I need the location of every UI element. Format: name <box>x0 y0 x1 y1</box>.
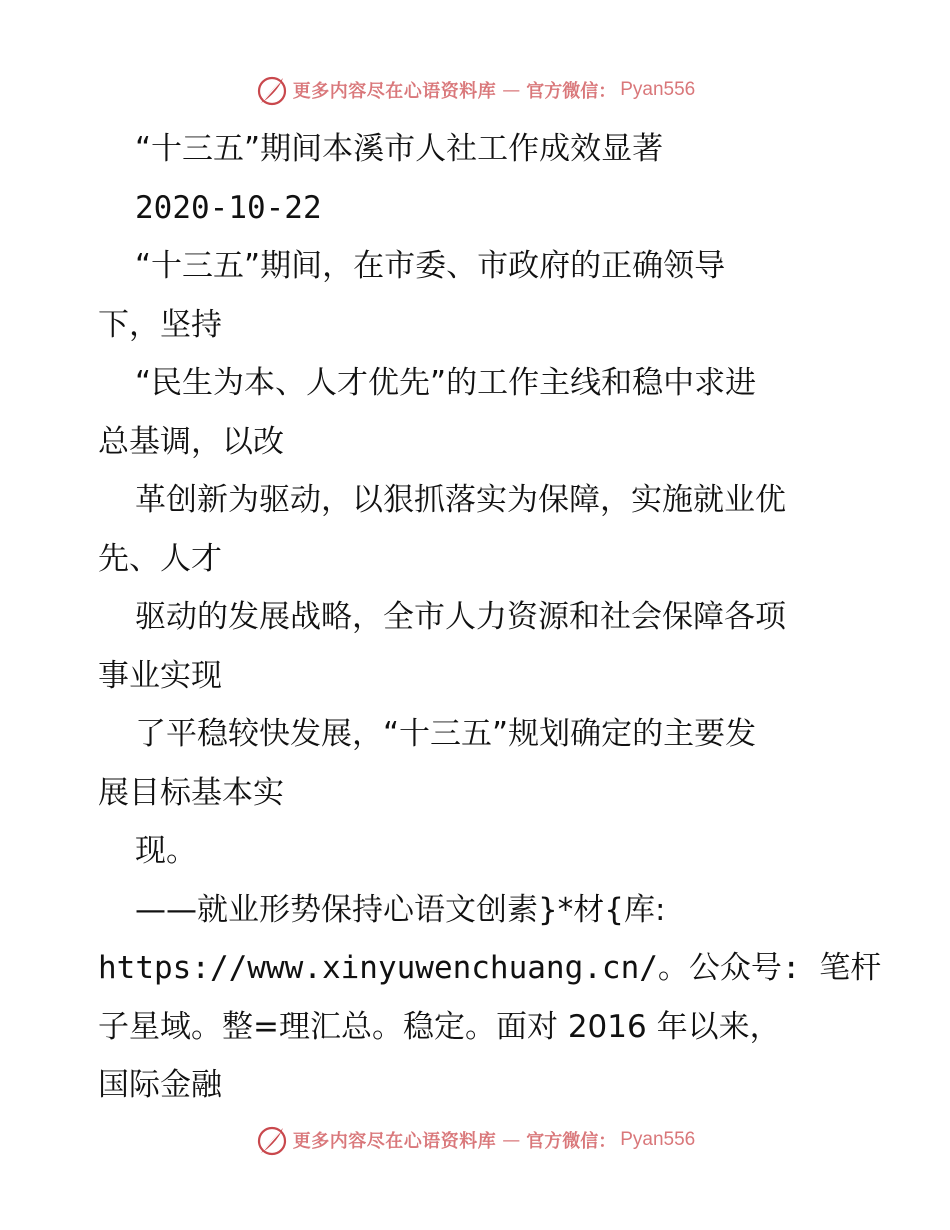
paragraph-line: “民生为本、人才优先”的工作主线和稳中求进 <box>135 365 757 401</box>
paragraph-line: 事业实现 <box>98 657 222 694</box>
paragraph-line: 先、人才 <box>98 540 222 577</box>
document-body <box>98 120 882 1115</box>
banner-separator: — <box>502 79 521 101</box>
banner-wechat-id: Pyan556 <box>620 79 696 100</box>
footer-banner-content <box>255 1123 696 1157</box>
paragraph-line: 下，坚持 <box>98 306 222 343</box>
paragraph-line: “十三五”期间，在市委、市政府的正确领导 <box>135 248 726 284</box>
paragraph-line: 革创新为驱动，以狠抓落实为保障，实施就业优 <box>135 482 786 518</box>
header-banner-content <box>255 73 696 107</box>
header-banner <box>0 70 950 110</box>
banner-wechat-label: 官方微信： <box>526 1131 617 1152</box>
document-date: 2020-10-22 <box>135 189 322 226</box>
paragraph-line: 国际金融 <box>98 1067 222 1103</box>
banner-wechat-label: 官方微信： <box>526 81 617 102</box>
paragraph-line: 驱动的发展战略，全市人力资源和社会保障各项 <box>135 599 786 635</box>
paragraph-line: ——就业形势保持心语文创素}*材{库: <box>135 891 666 928</box>
footer-banner <box>0 1120 950 1160</box>
banner-site-text: 更多内容尽在心语资料库 <box>292 1131 497 1152</box>
paragraph-line: 展目标基本实 <box>98 774 284 811</box>
paragraph-line: 现。 <box>135 833 197 869</box>
banner-site-text: 更多内容尽在心语资料库 <box>292 81 497 102</box>
banner-wechat-id: Pyan556 <box>620 1129 696 1150</box>
banner-separator: — <box>502 1129 521 1151</box>
paragraph-line: 子星域。整=理汇总。稳定。面对 2016 年以来， <box>98 1008 781 1045</box>
paragraph-line: 了平稳较快发展，“十三五”规划确定的主要发 <box>135 716 757 752</box>
paragraph-line: 总基调，以改 <box>98 423 284 460</box>
quill-pen-icon <box>255 1123 289 1157</box>
document-title: “十三五”期间本溪市人社工作成效显著 <box>135 131 664 167</box>
quill-pen-icon <box>255 73 289 107</box>
paragraph-line-url: https://www.xinyuwenchuang.cn/。公众号: 笔杆 <box>98 950 882 986</box>
